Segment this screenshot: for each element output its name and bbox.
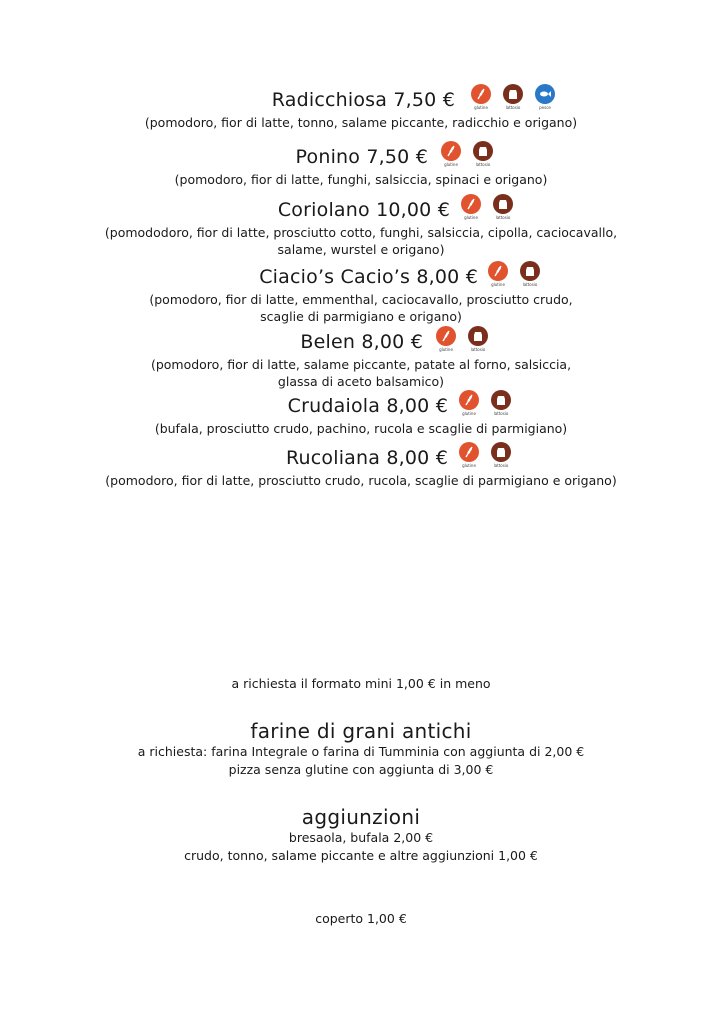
- item-description: (pomodoro, fior di latte, prosciutto crudo, rucola, scaglie di parmigiano e origano): [105, 473, 617, 488]
- wheat-icon: glutine: [467, 84, 495, 110]
- flours-line-1: a richiesta: farina Integrale o farina di Tumminia con aggiunta di 2,00 €: [137, 744, 585, 759]
- item-title: Belen 8,00 €: [300, 331, 423, 353]
- milk-jug-icon: lattosio: [487, 390, 515, 416]
- fish-icon: pesce: [531, 84, 559, 110]
- flours-title: farine di grani antichi: [250, 719, 472, 743]
- item-description: (pomodoro, fior di latte, salame piccante, patate al forno, salsiccia,: [150, 357, 572, 372]
- item-title: Rucoliana 8,00 €: [285, 447, 448, 469]
- item-title: Ciacio’s Cacio’s 8,00 €: [259, 266, 478, 288]
- milk-jug-icon: lattosio: [516, 261, 544, 287]
- mini-format-note: a richiesta il formato mini 1,00 € in meno: [231, 676, 491, 691]
- item-title: Crudaiola 8,00 €: [287, 395, 448, 417]
- item-description: scaglie di parmigiano e origano): [260, 309, 462, 324]
- item-description: salame, wurstel e origano): [277, 242, 445, 257]
- cover-charge: coperto 1,00 €: [315, 911, 407, 926]
- milk-jug-icon: lattosio: [469, 141, 497, 167]
- wheat-icon: glutine: [455, 390, 483, 416]
- item-description: (pomododoro, fior di latte, prosciutto cotto, funghi, salsiccia, cipolla, caciocavallo,: [104, 225, 618, 240]
- additions-line-2: crudo, tonno, salame piccante e altre aggiunzioni 1,00 €: [184, 848, 538, 863]
- allergen-icons: [432, 326, 492, 352]
- item-description: glassa di aceto balsamico): [277, 374, 445, 389]
- menu-item-crudaiola: [0, 394, 722, 437]
- item-title: Ponino 7,50 €: [295, 146, 428, 168]
- allergen-icons: [484, 261, 544, 287]
- wheat-icon: glutine: [457, 194, 485, 220]
- milk-jug-icon: lattosio: [489, 194, 517, 220]
- item-title: Coriolano 10,00 €: [277, 199, 450, 221]
- additions-line-1: bresaola, bufala 2,00 €: [288, 830, 434, 845]
- item-description: (bufala, prosciutto crudo, pachino, rucola e scaglie di parmigiano): [154, 421, 568, 436]
- wheat-icon: glutine: [484, 261, 512, 287]
- milk-jug-icon: lattosio: [499, 84, 527, 110]
- item-description: (pomodoro, fior di latte, tonno, salame piccante, radicchio e origano): [144, 115, 578, 130]
- milk-jug-icon: lattosio: [464, 326, 492, 352]
- menu-item-rucoliana: [0, 446, 722, 489]
- menu-item-belen: [0, 330, 722, 390]
- flours-line-2: pizza senza glutine con aggiunta di 3,00 €: [228, 762, 494, 777]
- item-description: (pomodoro, fior di latte, emmenthal, caciocavallo, prosciutto crudo,: [149, 292, 573, 307]
- menu-item-ciacios-cacios: [0, 265, 722, 325]
- item-description: (pomodoro, fior di latte, funghi, salsiccia, spinaci e origano): [174, 172, 548, 187]
- allergen-icons: [437, 141, 497, 167]
- menu-item-coriolano: [0, 198, 722, 258]
- wheat-icon: glutine: [455, 442, 483, 468]
- milk-jug-icon: lattosio: [487, 442, 515, 468]
- allergen-icons: [455, 442, 515, 468]
- allergen-icons: [455, 390, 515, 416]
- additions-title: aggiunzioni: [301, 805, 421, 829]
- allergen-icons: [467, 84, 559, 110]
- item-title: Radicchiosa 7,50 €: [271, 89, 455, 111]
- allergen-icons: [457, 194, 517, 220]
- menu-item-radicchiosa: [0, 88, 722, 131]
- wheat-icon: glutine: [432, 326, 460, 352]
- menu-item-ponino: [0, 145, 722, 188]
- wheat-icon: glutine: [437, 141, 465, 167]
